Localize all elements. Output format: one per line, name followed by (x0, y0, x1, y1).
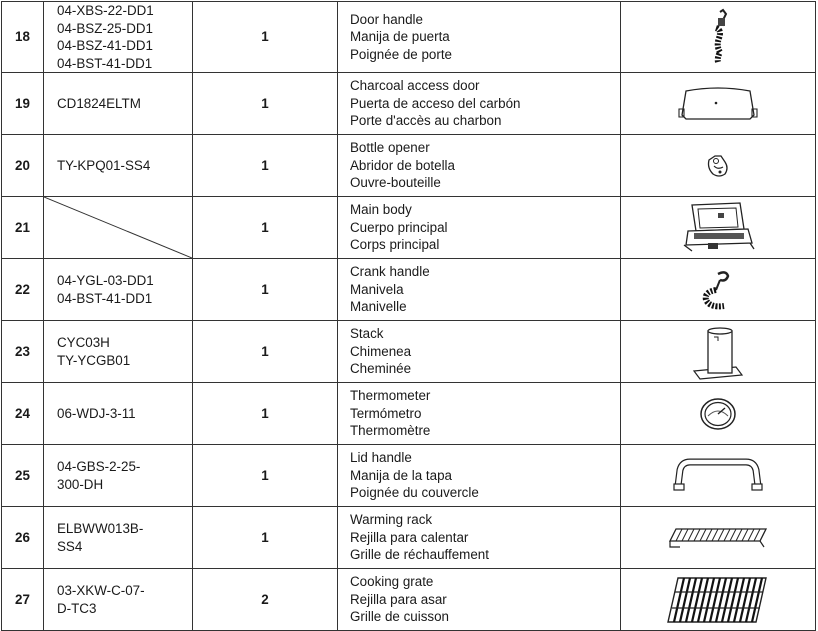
part-code-line: CYC03H (57, 335, 110, 350)
part-number: 24 (2, 383, 44, 445)
part-quantity: 1 (193, 197, 338, 259)
description-french: Grille de cuisson (350, 609, 449, 625)
description-english: Thermometer (350, 388, 431, 404)
part-number: 22 (2, 259, 44, 321)
part-code-line: 06-WDJ-3-11 (57, 405, 136, 421)
description-french: Porte d'accès au charbon (350, 113, 502, 129)
part-code-line: 04-BSZ-41-DD1 (57, 38, 153, 53)
part-image (621, 2, 816, 73)
description-spanish: Chimenea (350, 343, 412, 359)
diagonal-line (44, 197, 192, 258)
part-code-line: TY-YCGB01 (57, 352, 131, 368)
description-spanish: Rejilla para asar (350, 591, 447, 607)
part-description (338, 445, 621, 507)
charcoal-door-icon (676, 83, 760, 125)
part-code-line: 03-XKW-C-07- (57, 583, 145, 598)
part-quantity: 1 (193, 507, 338, 569)
part-code (44, 321, 193, 383)
part-image (621, 135, 816, 197)
table-row (2, 507, 816, 569)
description-french: Corps principal (350, 237, 440, 253)
bottle-opener-icon (703, 148, 733, 184)
table-row (2, 2, 816, 73)
part-description (338, 507, 621, 569)
warming-rack-icon (666, 525, 770, 551)
part-number: 18 (2, 2, 44, 73)
table-row (2, 73, 816, 135)
part-code-line: CD1824ELTM (57, 95, 141, 111)
part-image (621, 507, 816, 569)
part-code-line: 04-BST-41-DD1 (57, 290, 153, 306)
part-code (44, 445, 193, 507)
part-number: 19 (2, 73, 44, 135)
table-row (2, 197, 816, 259)
part-description (338, 135, 621, 197)
part-code-line: D-TC3 (57, 600, 97, 616)
part-number: 26 (2, 507, 44, 569)
description-spanish: Manivela (350, 281, 404, 297)
description-spanish: Manija de la tapa (350, 467, 452, 483)
table-row (2, 445, 816, 507)
part-code (44, 135, 193, 197)
thermometer-icon (698, 396, 738, 432)
part-image (621, 259, 816, 321)
description-spanish: Cuerpo principal (350, 219, 448, 235)
part-quantity: 1 (193, 445, 338, 507)
cooking-grate-icon (664, 572, 772, 628)
table-row (2, 135, 816, 197)
part-quantity: 1 (193, 135, 338, 197)
part-quantity: 1 (193, 2, 338, 73)
part-description (338, 569, 621, 631)
description-english: Cooking grate (350, 574, 434, 590)
part-number: 25 (2, 445, 44, 507)
part-description (338, 73, 621, 135)
description-english: Crank handle (350, 264, 430, 280)
part-quantity: 1 (193, 259, 338, 321)
description-english: Main body (350, 202, 412, 218)
description-english: Warming rack (350, 512, 433, 528)
description-english: Charcoal access door (350, 78, 480, 94)
lid-handle-icon (672, 456, 764, 496)
part-quantity: 1 (193, 73, 338, 135)
part-description (338, 321, 621, 383)
part-code-line: 04-BST-41-DD1 (57, 55, 153, 71)
part-code-line: 300-DH (57, 476, 104, 492)
part-description (338, 2, 621, 73)
description-spanish: Rejilla para calentar (350, 529, 469, 545)
part-code (44, 507, 193, 569)
description-french: Poignée du couvercle (350, 485, 479, 501)
description-english: Lid handle (350, 450, 412, 466)
part-description (338, 259, 621, 321)
part-code-line: TY-KPQ01-SS4 (57, 157, 151, 173)
part-image (621, 321, 816, 383)
table-row (2, 383, 816, 445)
description-spanish: Manija de puerta (350, 29, 450, 45)
part-number: 21 (2, 197, 44, 259)
part-code (44, 259, 193, 321)
description-english: Bottle opener (350, 140, 430, 156)
part-number: 27 (2, 569, 44, 631)
crank-handle-icon (696, 268, 740, 312)
description-spanish: Termómetro (350, 405, 422, 421)
part-code (44, 569, 193, 631)
description-spanish: Abridor de botella (350, 157, 455, 173)
description-french: Ouvre-bouteille (350, 175, 441, 191)
part-code-line: 04-GBS-2-25- (57, 459, 141, 474)
part-code-line: ELBWW013B- (57, 521, 144, 536)
description-french: Manivelle (350, 299, 407, 315)
door-handle-icon (703, 8, 733, 66)
part-code-line: 04-BSZ-25-DD1 (57, 20, 153, 36)
table-row (2, 259, 816, 321)
description-spanish: Puerta de acceso del carbón (350, 95, 521, 111)
part-quantity: 2 (193, 569, 338, 631)
part-quantity: 1 (193, 321, 338, 383)
part-code-line: SS4 (57, 538, 83, 554)
part-code (44, 2, 193, 73)
table-row (2, 569, 816, 631)
part-image (621, 73, 816, 135)
part-description (338, 383, 621, 445)
part-image (621, 445, 816, 507)
part-image (621, 383, 816, 445)
description-english: Stack (350, 326, 384, 342)
description-french: Grille de réchauffement (350, 547, 489, 563)
part-image (621, 569, 816, 631)
parts-table (1, 1, 816, 631)
part-code (44, 383, 193, 445)
table-row (2, 321, 816, 383)
part-code-not-applicable (44, 197, 193, 259)
part-quantity: 1 (193, 383, 338, 445)
part-code (44, 73, 193, 135)
description-french: Thermomètre (350, 423, 431, 439)
part-image (621, 197, 816, 259)
part-code-line: 04-XBS-22-DD1 (57, 3, 154, 18)
description-english: Door handle (350, 11, 423, 27)
part-description (338, 197, 621, 259)
part-code-line: 04-YGL-03-DD1 (57, 273, 154, 288)
description-french: Cheminée (350, 361, 412, 377)
grill-body-icon (678, 199, 758, 257)
part-number: 23 (2, 321, 44, 383)
stack-icon (690, 323, 746, 381)
part-number: 20 (2, 135, 44, 197)
description-french: Poignée de porte (350, 46, 452, 62)
